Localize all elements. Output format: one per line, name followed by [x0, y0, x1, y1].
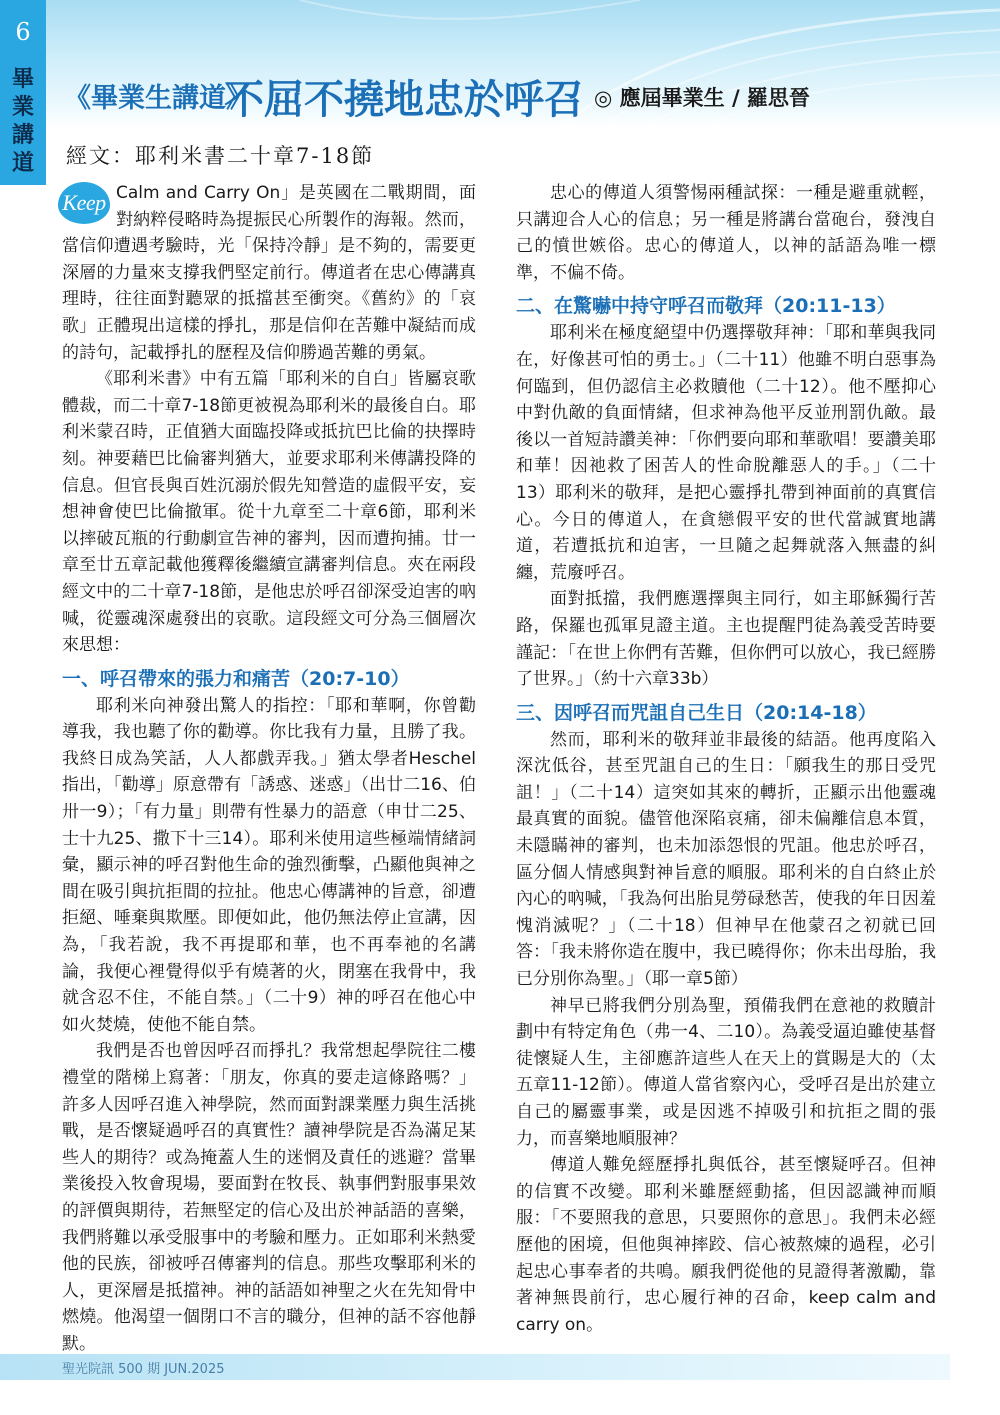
paragraph: 我們是否也曾因呼召而掙扎？我常想起學院往二樓禮堂的階梯上寫著：「朋友，你真的要走這條路嗎？」許多人因呼召進入神學院，然而面對課業壓力與生活挑戰，是否懷疑過呼召的真實性？讀神學院是否為滿足某些人的期待？或為掩蓋人生的迷惘及責任的逃避？當畢業後投入牧會現場，要面對在牧長、執事們對服事果效的評價與期待，若無堅定的信心及出於神話語的喜樂，我們將難以承受服事中的考驗和壓力。正如耶利米熱愛他的民族，卻被呼召傳審判的信息。那些攻擊耶利米的人，更深層是抵擋神。神的話語如神聖之火在先知骨中燃燒。他渴望一個閉口不言的職分，但神的話不容他靜默。	[62, 1041, 476, 1354]
left-column	[62, 180, 476, 1358]
footer-issue: 聖光院訊 500 期 JUN.2025	[62, 1362, 225, 1377]
paragraph: 耶利米在極度絕望中仍選擇敬拜神：「耶和華與我同在，好像甚可怕的勇士。」（二十11）他雖不明白惡事為何臨到，但仍認信主必救贖他（二十12）。他不壓抑心中對仇敵的負面情緒，但求神為他平反並刑罰仇敵。最後以一首短詩讚美神：「你們要向耶和華歌唱！要讚美耶和華！因祂救了困苦人的性命脫離惡人的手。」（二十13）耶利米的敬拜，是把心靈掙扎帶到神面前的真實信心。今日的傳道人，在貪戀假平安的世代當誠實地講道，若遭抵抗和迫害，一旦隨之起舞就落入無盡的糾纏，荒廢呼召。	[516, 323, 936, 583]
section-label-char: 講	[11, 123, 34, 148]
paragraph: 面對抵擋，我們應選擇與主同行，如主耶穌獨行苦路，保羅也孤軍見證主道。主也提醒門徒為義受苦時要謹記：「在世上你們有苦難，但你們可以放心，我已經勝了世界。」（約十六章33b）	[516, 589, 936, 690]
section-label-char: 道	[11, 151, 34, 176]
paragraph-text: Calm and Carry On」是英國在二戰期間，面對納粹侵略時為提振民心所製作的海報。然而，當信仰遭遇考驗時，光「保持冷靜」是不夠的，需要更深層的力量來支撐我們堅定前行。傳道者在忠心傳講真理時，往往面對聽眾的抵擋甚至衝突。《舊約》的「哀歌」正體現出這樣的掙扎，那是信仰在苦難中凝結而成的詩句，記載掙扎的歷程及信仰勝過苦難的勇氣。	[62, 183, 476, 363]
paragraph	[62, 180, 476, 366]
paragraph: 神早已將我們分別為聖，預備我們在意祂的救贖計劃中有特定角色（弗一4、二10）。為義受逼迫雖使基督徒懷疑人生，主卻應許這些人在天上的賞賜是大的（太五章11-12節）。傳道人當省察內心，受呼召是出於建立自己的屬靈事業，或是因逃不掉吸引和抗拒之間的張力，而喜樂地順服神？	[516, 995, 936, 1149]
sidebar-tab	[0, 0, 46, 185]
section-heading-3: 三、因呼召而咒詛自己生日（20:14-18）	[516, 701, 877, 724]
section-label	[0, 66, 46, 178]
paragraph: 《耶利米書》中有五篇「耶利米的自白」皆屬哀歌體裁，而二十章7-18節更被視為耶利米的最後自白。耶利米蒙召時，正值猶大面臨投降或抵抗巴比倫的抉擇時刻。神要藉巴比倫審判猶大，並要求耶利米傳講投降的信息。但官長與百姓沉溺於假先知營造的虛假平安，妄想神會使巴比倫撤軍。從十九章至二十章6節，耶利米以摔破瓦瓶的行動劇宣告神的審判，因而遭拘捕。廿一章至廿五章記載他獲釋後繼續宣講審判信息。夾在兩段經文中的二十章7-18節，是他忠於呼召卻深受迫害的吶喊，從靈魂深處發出的哀歌。這段經文可分為三個層次來思想：	[62, 369, 476, 656]
paragraph: 耶利米向神發出驚人的指控：「耶和華啊，你曾勸導我，我也聽了你的勸導。你比我有力量，且勝了我。我終日成為笑話，人人都戲弄我。」猶太學者Heschel指出，「勸導」原意帶有「誘惑、迷惑」（出廿二16、伯卅一9）；「有力量」則帶有性暴力的語意（申廿二25、士十九25、撒下十三14）。耶利米使用這些極端情緒詞彙，顯示神的呼召對他生命的強烈衝擊，凸顯他與神之間在吸引與抗拒間的拉扯。他忠心傳講神的旨意，卻遭拒絕、唾棄與欺壓。即便如此，他仍無法停止宣講，因為，「我若說，我不再提耶和華，也不再奉祂的名講論，我便心裡覺得似乎有燒著的火，閉塞在我骨中，我就含忍不住，不能自禁。」（二十9）神的呼召在他心中如火焚燒，使他不能自禁。	[62, 695, 476, 1035]
scripture-reference: 經文：耶利米書二十章7-18節	[66, 144, 375, 168]
series-label: 《畢業生講道》	[64, 83, 253, 114]
section-label-char: 業	[11, 95, 34, 120]
title-row	[64, 68, 984, 128]
section-heading-2: 二、在驚嚇中持守呼召而敬拜（20:11-13）	[516, 295, 896, 318]
page-title: 不屈不撓地忠於呼召	[224, 76, 584, 123]
paragraph: 然而，耶利米的敬拜並非最後的結語。他再度陷入深沈低谷，甚至咒詛自己的生日：「願我生的那日受咒詛！」（二十14）這突如其來的轉折，正顯示出他靈魂最真實的面貌。儘管他深陷哀痛，卻未偏離信息本質，未隱瞞神的審判，也未加添怨恨的咒詛。他忠於呼召，區分個人情感與對神旨意的順服。耶利米的自白終止於內心的吶喊，「我為何出胎見勞碌愁苦，使我的年日因羞愧消滅呢？」（二十18）但神早在他蒙召之初就已回答：「我未將你造在腹中，我已曉得你；你未出母胎，我已分別你為聖。」（耶一章5節）	[516, 729, 936, 990]
section-label-char: 畢	[11, 67, 34, 92]
author-byline: ◎ 應屆畢業生 / 羅思晉	[594, 86, 810, 110]
keep-badge: Keep	[58, 182, 110, 224]
section-heading-1: 一、呼召帶來的張力和痛苦（20:7-10）	[62, 667, 410, 690]
paragraph: 傳道人難免經歷掙扎與低谷，甚至懷疑呼召。但神的信實不改變。耶利米雖歷經動搖，但因認識神而順服：「不要照我的意思，只要照你的意思」。我們未必經歷他的困境，但他與神摔跤、信心被熬煉的過程，必引起忠心事奉者的共鳴。願我們從他的見證得著激勵，靠著神無畏前行，忠心履行神的召命，keep calm and carry on。	[516, 1155, 936, 1335]
page-number: 6	[15, 18, 31, 46]
right-column	[516, 180, 936, 1338]
paragraph: 忠心的傳道人須警惕兩種試探：一種是避重就輕，只講迎合人心的信息；另一種是將講台當砲台，發洩自己的憤世嫉俗。忠心的傳道人，以神的話語為唯一標準，不偏不倚。	[516, 183, 936, 283]
